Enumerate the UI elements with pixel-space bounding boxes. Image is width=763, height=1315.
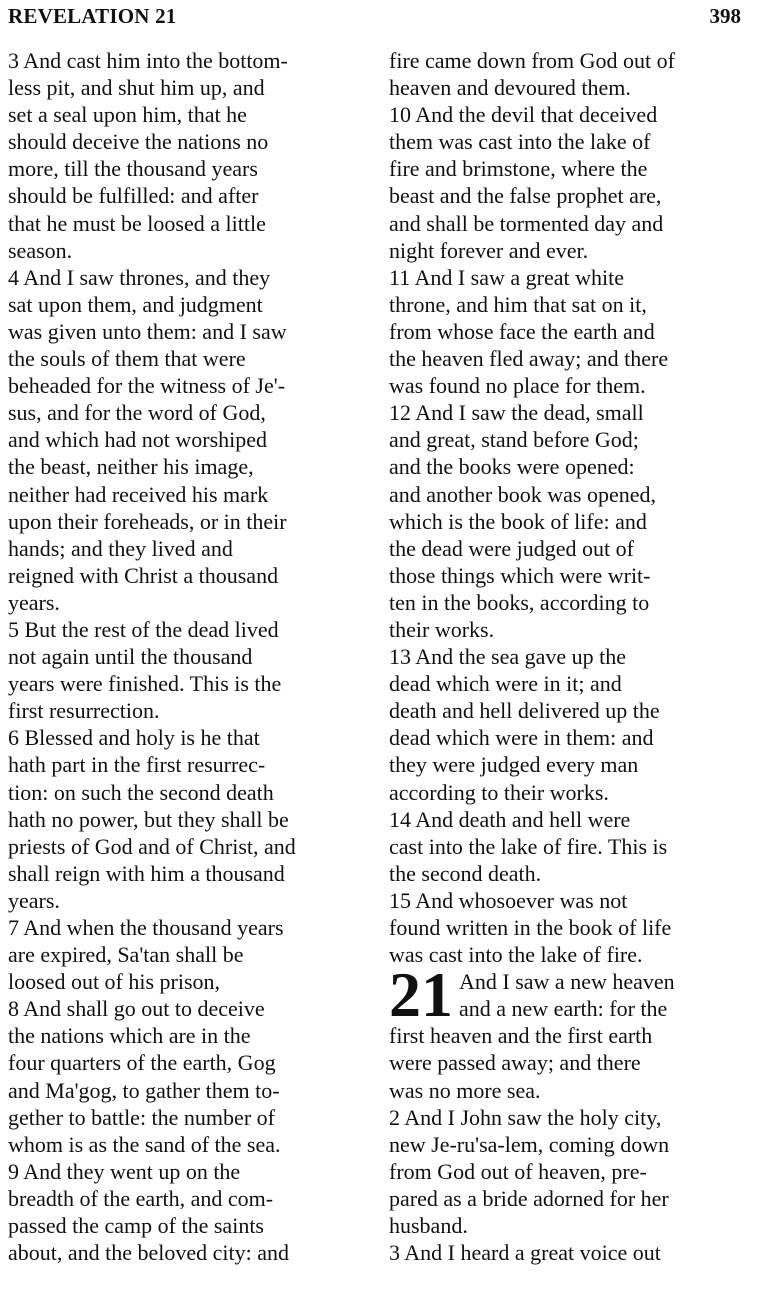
text-line: heaven and devoured them. [389,75,631,101]
text-line: dead which were in them: and [389,725,654,751]
text-line: and which had not worshiped [8,427,268,453]
text-line: fire came down from God out of [389,48,675,73]
text-line: hath no power, but they shall be [8,806,289,832]
text-line: the heaven fled away; and there [389,346,669,372]
text-line: was given unto them: and I saw [8,318,287,344]
left-column [8,47,354,1266]
text-line: their works. [389,616,495,642]
text-line: not again until the thousand [8,644,253,670]
text-line: found written in the book of life [389,915,672,940]
text-line: 3 And cast him into the bottom- [8,48,288,73]
text-line: should deceive the nations no [8,129,269,155]
text-line: set a seal upon him, that he [8,102,247,128]
text-line: should be fulfilled: and after [8,183,259,209]
right-column [389,47,735,1266]
text-line: are expired, Sa'tan shall be [8,942,244,968]
text-line: fire and brimstone, where the [389,156,648,182]
text-line: and shall be tormented day and [389,210,664,236]
text-line: priests of God and of Christ, and [8,833,296,859]
text-line: And I saw a new heaven [459,969,675,995]
text-line: 15 And whosoever was not [389,887,628,913]
text-line: about, and the beloved city: and [8,1240,290,1266]
page-number: 398 [709,4,741,28]
text-line: 14 And death and hell were [389,806,631,832]
text-line: 7 And when the thousand years [8,915,284,940]
text-line: those things which were writ- [389,562,651,588]
text-line: reigned with Christ a thousand [8,562,279,588]
text-line: years. [8,887,60,913]
text-line: 13 And the sea gave up the [389,644,627,670]
text-line: 2 And I John saw the holy city, [389,1104,662,1130]
text-line: first heaven and the first earth [389,1023,653,1049]
text-line: the dead were judged out of [389,535,634,561]
text-line: four quarters of the earth, Gog [8,1050,276,1076]
text-line: husband. [389,1213,468,1239]
text-line: passed the camp of the saints [8,1213,264,1239]
text-line: was cast into the lake of fire. [389,942,643,968]
text-line: 5 But the rest of the dead lived [8,616,279,642]
text-line: throne, and him that sat on it, [389,291,647,317]
text-line: tion: on such the second death [8,779,274,805]
text-line: ten in the books, according to [389,589,650,615]
text-line: 10 And the devil that deceived [389,102,658,128]
text-line: hands; and they lived and [8,535,233,561]
text-line: night forever and ever. [389,237,589,263]
text-line: hath part in the first resurrec- [8,752,266,778]
text-line: first resurrection. [8,698,160,724]
text-line: according to their works. [389,779,609,805]
text-line: beheaded for the witness of Je'- [8,373,286,399]
text-line: and the books were opened: [389,454,635,480]
text-line: from whose face the earth and [389,318,655,344]
text-line: 11 And I saw a great white [389,264,625,290]
text-line: which is the book of life: and [389,508,647,534]
text-line: and another book was opened, [389,481,656,507]
text-line: 9 And they went up on the [8,1158,241,1184]
chapter-number: 21 [389,959,453,1031]
text-line: 8 And shall go out to deceive [8,996,265,1022]
text-line: shall reign with him a thousand [8,860,285,886]
text-line: years. [8,589,60,615]
text-line: and Ma'gog, to gather them to- [8,1077,280,1103]
text-line: was found no place for them. [389,373,646,399]
text-line: death and hell delivered up the [389,698,660,724]
text-line: cast into the lake of fire. This is [389,833,668,859]
text-line: sus, and for the word of God, [8,400,266,426]
text-line: they were judged every man [389,752,639,778]
chapter-start [389,959,735,1031]
text-line: less pit, and shut him up, and [8,75,265,101]
text-line: 12 And I saw the dead, small [389,400,644,426]
text-line: beast and the false prophet are, [389,183,662,209]
text-line: gether to battle: the number of [8,1104,275,1130]
text-line: pared as a bride adorned for her [389,1185,669,1211]
running-title: REVELATION 21 [8,4,177,28]
text-line: was no more sea. [389,1077,541,1103]
text-line: years were finished. This is the [8,671,282,697]
text-line: dead which were in it; and [389,671,622,697]
text-line: loosed out of his prison, [8,969,221,995]
text-line: 3 And I heard a great voice out [389,1240,661,1266]
text-line: from God out of heaven, pre- [389,1158,647,1184]
text-line: the beast, neither his image, [8,454,254,480]
text-line: whom is as the sand of the sea. [8,1131,281,1157]
text-line: breadth of the earth, and com- [8,1185,274,1211]
text-line: the nations which are in the [8,1023,251,1049]
text-line: that he must be loosed a little [8,210,266,236]
text-line: sat upon them, and judgment [8,291,263,317]
text-line: them was cast into the lake of [389,129,651,155]
page-header [8,4,741,30]
text-line: the souls of them that were [8,346,246,372]
text-line: neither had received his mark [8,481,269,507]
text-line: upon their foreheads, or in their [8,508,287,534]
text-line: were passed away; and there [389,1050,641,1076]
text-line: and great, stand before God; [389,427,639,453]
text-line: season. [8,237,73,263]
text-line: the second death. [389,860,542,886]
text-line: and a new earth: for the [459,996,668,1022]
text-line: 6 Blessed and holy is he that [8,725,260,751]
text-line: more, till the thousand years [8,156,258,182]
text-line: new Je-ru'sa-lem, coming down [389,1131,670,1157]
text-line: 4 And I saw thrones, and they [8,264,271,290]
